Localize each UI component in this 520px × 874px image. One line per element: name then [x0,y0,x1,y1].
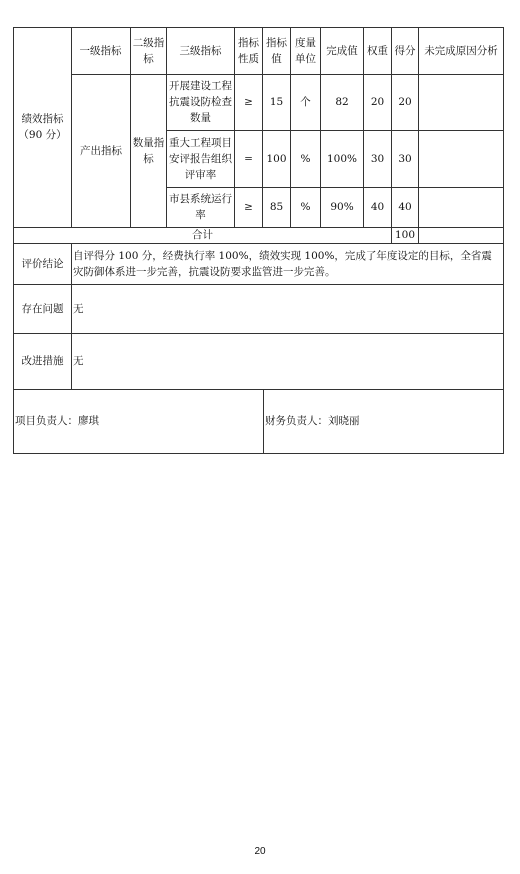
header-level1: 一级指标 [79,44,122,57]
table-row-1-score: 20 [398,96,412,108]
header-completion: 完成值 [326,44,358,57]
level1-value: 产出指标 [80,144,122,157]
total-score: 100 [394,229,416,241]
table-row-1-reason [419,74,503,130]
table-row-1-weight: 20 [370,96,385,108]
header-value: 指标值 [266,36,287,65]
table-row-1-completion: 82 [335,96,349,108]
table-row-2-nature: = [244,152,253,165]
level2-value: 数量指标 [132,136,165,165]
table-row-2-unit: % [300,152,311,165]
table-row-2-value: 100 [266,152,287,165]
improvements-text: 无 [73,355,84,367]
table-row-2-weight: 30 [370,152,385,165]
header-reason: 未完成原因分析 [424,44,498,57]
table-row-3-weight: 40 [370,201,385,213]
table-row-3-reason [419,187,503,227]
total-label: 合计 [192,229,213,241]
table-row-3-score: 40 [398,201,412,213]
improvements-label: 改进措施 [21,355,64,367]
problems-label: 存在问题 [21,302,64,315]
header-score: 得分 [394,44,416,57]
evaluation-text: 自评得分 100 分，经费执行率 100%，绩效实现 100%，完成了年度设定的目标，全省震灾防御体系进一步完善，抗震设防要求监管进一步完善。 [73,250,492,278]
header-level3: 三级指标 [179,44,222,57]
table-row-3-unit: % [300,201,311,213]
table-row-2-completion: 100% [326,152,358,165]
problems-text: 无 [73,302,84,315]
project-leader: 项目负责人：廖琪 [15,415,99,427]
performance-indicator-label: 绩效指标 （90 分） [18,113,67,141]
header-unit: 度量单位 [295,36,316,65]
table-row-1-nature: ≥ [244,96,253,108]
table-row-3-nature: ≥ [244,201,253,213]
table-row-2-name: 重大工程项目安评报告组织评审率 [169,136,232,181]
table-row-1-value: 15 [269,96,284,108]
header-nature: 指标性质 [238,36,259,65]
table-row-3-value: 85 [269,201,284,213]
table-row-1-unit: 个 [300,96,311,108]
table-row-1-name: 开展建设工程抗震设防检查数量 [169,80,232,124]
page-number: 20 [254,846,266,857]
table-row-2-reason [419,130,503,187]
table-row-3-name: 市县系统运行率 [169,193,232,221]
table-row-3-completion: 90% [330,201,354,213]
table-row-2-score: 30 [398,152,412,165]
header-level2: 二级指标 [132,36,165,65]
evaluation-label: 评价结论 [21,257,64,270]
finance-leader: 财务负责人：刘晓丽 [265,415,360,427]
header-weight: 权重 [367,44,388,57]
